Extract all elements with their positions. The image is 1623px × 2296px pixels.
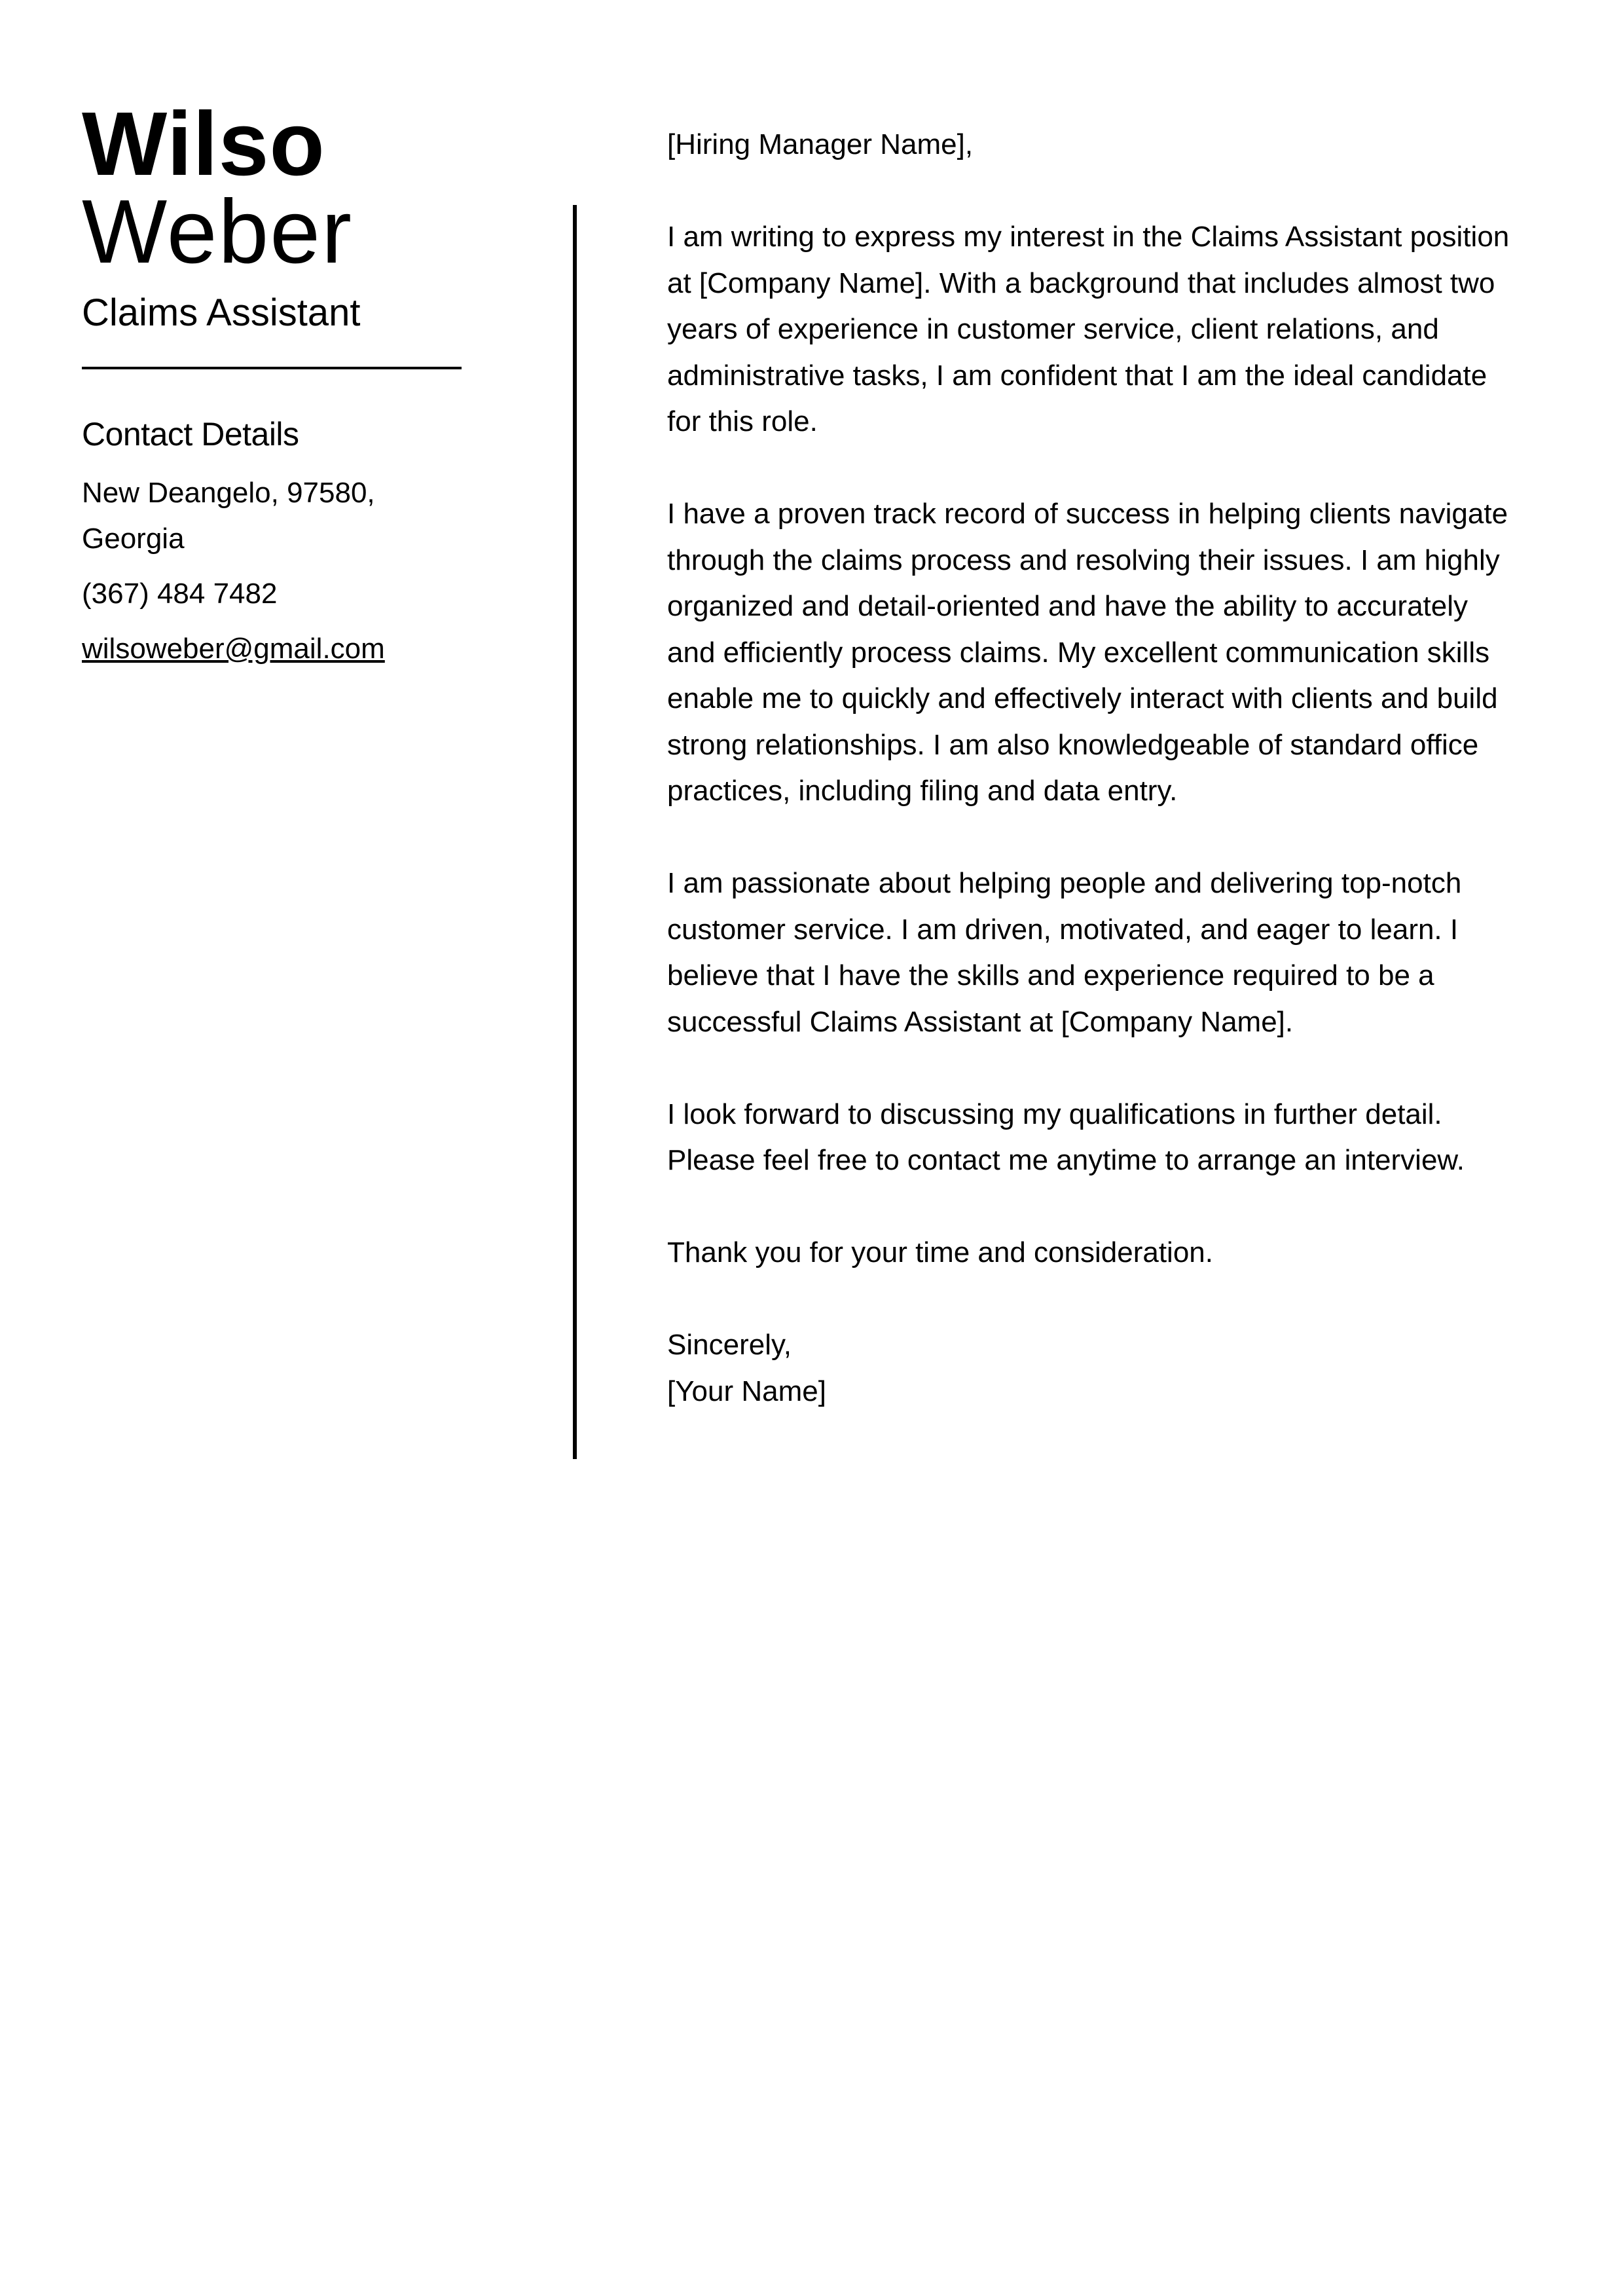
contact-email-link[interactable]: wilsoweber@gmail.com: [82, 633, 385, 665]
sidebar-divider: [82, 367, 462, 369]
letter-paragraph: I look forward to discussing my qualifications in further detail. Please feel free to contact me anytime to arrange an interview.: [667, 1098, 1465, 1176]
letter-paragraph: I have a proven track record of success in helping clients navigate through the claims process and resolving their issues. I am highly organized and detail-oriented and have the ability to accurately and efficiently process claims. My excellent communication skills enable me to quickly and effectively interact with clients and build strong relationships. I am also knowledgeable of standard office practices, including filing and data entry.: [667, 498, 1508, 807]
salutation: [Hiring Manager Name],: [667, 128, 974, 160]
job-title: Claims Assistant: [82, 291, 361, 334]
closing-block: [667, 1322, 1518, 1415]
contact-address: New Deangelo, 97580, Georgia: [82, 477, 375, 555]
contact-heading: Contact Details: [82, 416, 299, 453]
letter-paragraph: I am writing to express my interest in the Claims Assistant position at [Company Name]. With a background that includes almost two years of experience in customer service, client relations, and administrative tasks, I am confident that I am the ideal candidate for this role.: [667, 221, 1510, 437]
last-name: Weber: [82, 181, 353, 282]
letter-body: [667, 122, 1518, 1415]
closing: Sincerely,: [667, 1329, 792, 1361]
vertical-divider: [573, 205, 577, 1459]
letter-paragraph: I am passionate about helping people and delivering top-notch customer service. I am driven, motivated, and eager to learn. I believe that I have the skills and experience required to be a successful Claims Assistant at [Company Name].: [667, 867, 1462, 1038]
letter-paragraph: Thank you for your time and consideration.: [667, 1236, 1214, 1268]
sidebar: [82, 94, 468, 672]
contact-phone: (367) 484 7482: [82, 578, 278, 610]
signature: [Your Name]: [667, 1375, 826, 1407]
first-name: Wilso: [82, 94, 325, 194]
